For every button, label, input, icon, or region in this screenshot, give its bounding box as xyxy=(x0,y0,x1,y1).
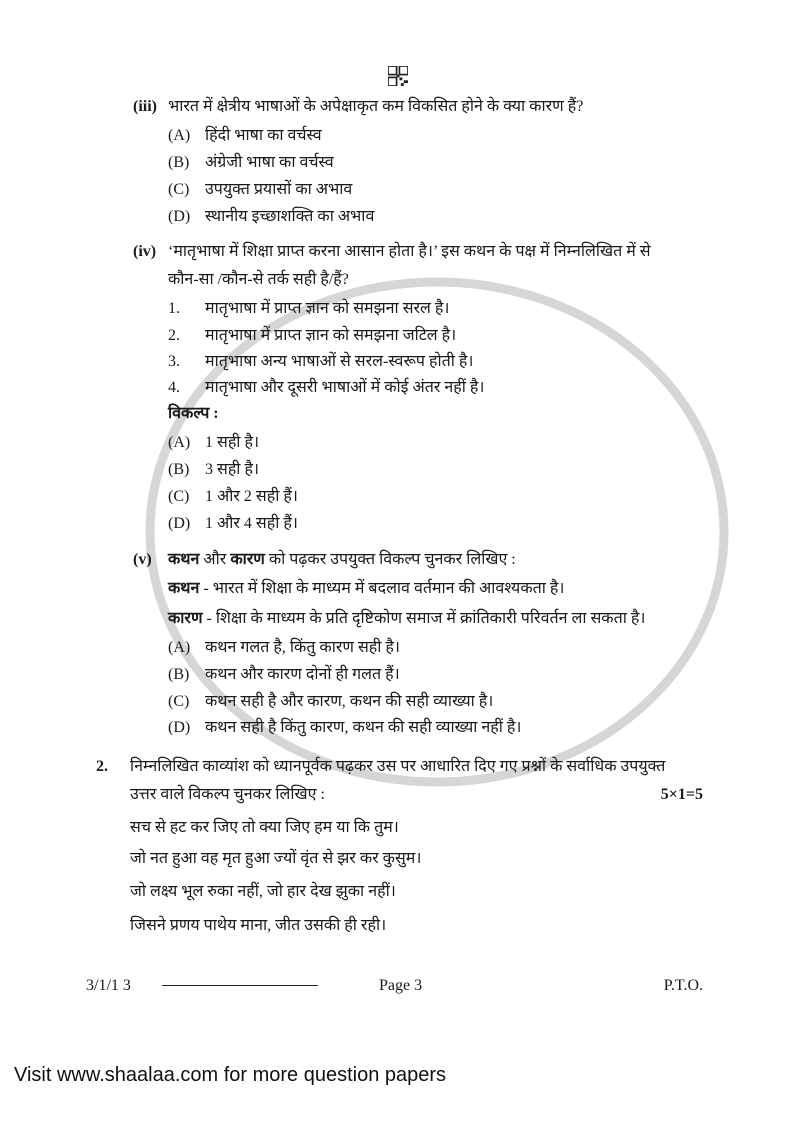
option-label: (C) xyxy=(168,181,190,198)
option-text: 1 और 2 सही हैं। xyxy=(205,488,298,505)
option-text: स्थानीय इच्छाशक्ति का अभाव xyxy=(205,208,375,225)
statement-number: 1. xyxy=(168,300,180,317)
assertion-word: कथन xyxy=(168,551,200,568)
question-number: (iii) xyxy=(133,98,157,115)
statement-text: मातृभाषा और दूसरी भाषाओं में कोई अंतर नहीं है। xyxy=(205,379,485,396)
paper-code: 3/1/1 3 xyxy=(86,977,131,994)
option-label: (A) xyxy=(168,127,191,144)
option-label: (D) xyxy=(168,515,191,532)
question-number: (v) xyxy=(133,551,152,568)
options-heading: विकल्प : xyxy=(168,405,219,422)
option-text: अंग्रेजी भाषा का वर्चस्व xyxy=(205,154,334,171)
question-number: 2. xyxy=(96,758,108,775)
option-text: उपयुक्त प्रयासों का अभाव xyxy=(205,181,353,198)
poem-line: जो नत हुआ वह मृत हुआ ज्यों वृंत से झर कर कुसुम। xyxy=(130,850,422,867)
page-number: Page 3 xyxy=(379,977,423,994)
poem-line: सच से हट कर जिए तो क्या जिए हम या कि तुम। xyxy=(130,819,399,836)
option-label: (B) xyxy=(168,666,190,683)
option-text: कथन और कारण दोनों ही गलत हैं। xyxy=(205,666,400,683)
option-label: (C) xyxy=(168,693,190,710)
poem-line: जिसने प्रणय पाथेय माना, जीत उसकी ही रही। xyxy=(130,917,387,934)
statement-number: 4. xyxy=(168,379,180,396)
and-word: और xyxy=(199,551,231,568)
question-text: निम्नलिखित काव्यांश को ध्यानपूर्वक पढ़कर उस पर आधारित दिए गए प्रश्नों के सर्वाधिक उपयुक्त xyxy=(130,758,666,775)
statement-text: मातृभाषा में प्राप्त ज्ञान को समझना जटिल है। xyxy=(205,327,457,344)
statement-text: मातृभाषा अन्य भाषाओं से सरल-स्वरूप होती है। xyxy=(205,353,474,370)
option-text: कथन सही है और कारण, कथन की सही व्याख्या है। xyxy=(205,693,494,710)
option-label: (B) xyxy=(168,154,190,171)
option-text: कथन सही है किंतु कारण, कथन की सही व्याख्या नहीं है। xyxy=(205,719,522,736)
option-label: (B) xyxy=(168,461,190,478)
question-text: ‘मातृभाषा में शिक्षा प्राप्त करना आसान होता है।’ इस कथन के पक्ष में निम्नलिखित में से xyxy=(168,243,651,260)
question-text xyxy=(168,550,516,570)
option-text: कथन गलत है, किंतु कारण सही है। xyxy=(205,639,400,656)
question-text: कौन-सा /कौन-से तर्क सही है/हैं? xyxy=(168,271,349,288)
option-text: 1 और 4 सही हैं। xyxy=(205,515,298,532)
option-label: (D) xyxy=(168,208,191,225)
qr-code-icon xyxy=(388,66,408,86)
reason-label: कारण xyxy=(168,610,203,627)
option-label: (D) xyxy=(168,719,191,736)
option-label: (C) xyxy=(168,488,190,505)
statement-text: मातृभाषा में प्राप्त ज्ञान को समझना सरल है। xyxy=(205,300,450,317)
statement-number: 3. xyxy=(168,353,180,370)
statement-number: 2. xyxy=(168,327,180,344)
option-label: (A) xyxy=(168,639,191,656)
assertion-label: कथन xyxy=(168,580,200,597)
question-text: उत्तर वाले विकल्प चुनकर लिखिए : xyxy=(130,786,325,803)
poem-line: जो लक्ष्य भूल रुका नहीं, जो हार देख झुका नहीं। xyxy=(130,883,396,900)
option-text: 1 सही है। xyxy=(205,434,260,451)
question-number: (iv) xyxy=(133,243,157,260)
instruction: को पढ़कर उपयुक्त विकल्प चुनकर लिखिए : xyxy=(264,551,516,568)
assertion xyxy=(168,579,564,599)
reason-word: कारण xyxy=(230,551,265,568)
reason xyxy=(168,609,645,629)
footer-rule xyxy=(162,985,318,986)
reason-text: - शिक्षा के माध्यम के प्रति दृष्टिकोण समाज में क्रांतिकारी परिवर्तन ला सकता है। xyxy=(202,610,646,627)
pto: P.T.O. xyxy=(663,977,703,994)
question-text: भारत में क्षेत्रीय भाषाओं के अपेक्षाकृत कम विकसित होने के क्या कारण हैं? xyxy=(168,98,584,115)
assertion-text: - भारत में शिक्षा के माध्यम में बदलाव वर्तमान की आवश्यकता है। xyxy=(199,580,565,597)
option-text: हिंदी भाषा का वर्चस्व xyxy=(205,127,322,144)
option-text: 3 सही है। xyxy=(205,461,260,478)
promo-banner: Visit www.shaalaa.com for more question papers xyxy=(14,1064,447,1086)
marks: 5×1=5 xyxy=(660,786,703,803)
option-label: (A) xyxy=(168,434,191,451)
